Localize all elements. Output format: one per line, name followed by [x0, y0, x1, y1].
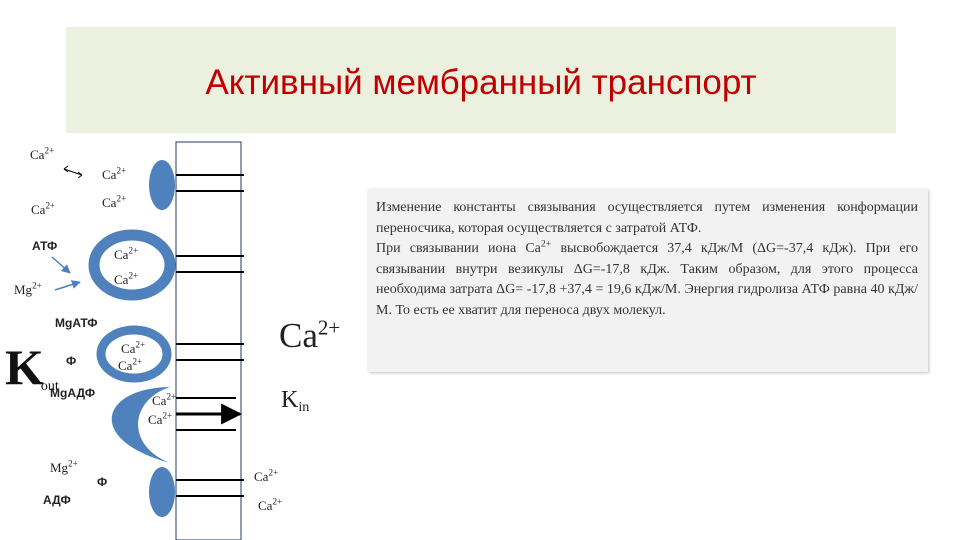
info-text: [368, 189, 928, 321]
ca-ion-label: $Ca^{2+}$: [102, 165, 127, 182]
ca-ion-label: $Ca^{2+}$: [114, 270, 139, 287]
mg-label: $Mg^{2+}$: [14, 280, 42, 297]
ca-ion-label: $Ca^{2+}$: [31, 200, 56, 217]
info-panel: [368, 189, 928, 372]
ca-inside-big-label: $Ca^{2+}$: [279, 315, 341, 355]
mg-label: $Mg^{2+}$: [50, 458, 78, 475]
carrier-bottom: [149, 467, 175, 517]
mg-arrow: [55, 282, 80, 290]
ca-ion-label: $Ca^{2+}$: [152, 391, 177, 408]
ca-ion-label: $Ca^{2+}$: [102, 193, 127, 210]
phosphate-label: Ф: [66, 354, 77, 368]
atf-label: АТФ: [32, 239, 58, 253]
info-paragraph-2: При связывании иона $Ca^{2+}$ высвобождается 37,4 кДж/М (ΔG=-37,4 кДж). При его связывании внутри везикулы ΔG=-17,8 кДж. Таким образом, для этого процесса необходима затрата ΔG= -17,8 +37,4 = 19,6 кДж/М. Энергия гидролиза АТФ равна 40 кДж/М. То есть ее хватит для переноса двух молекул.: [376, 238, 918, 318]
k-in-label: Kin: [281, 387, 310, 415]
ca-ion-label: $Ca^{2+}$: [121, 339, 146, 356]
ca-ion-label: $Ca^{2+}$: [118, 356, 143, 373]
carrier-ring-1: [94, 235, 170, 295]
adf-label: АДФ: [43, 493, 71, 507]
ca-ion-label: $Ca^{2+}$: [254, 467, 279, 484]
ca-ion-label: $Ca^{2+}$: [30, 145, 55, 162]
mgatf-label: MgАТФ: [55, 316, 98, 330]
phosphate-label: Ф: [97, 475, 108, 489]
ca-ion-label: $Ca^{2+}$: [258, 496, 283, 513]
mgadf-label: MgАДФ: [50, 386, 96, 400]
atf-arrow: [52, 257, 70, 273]
slide-title: Активный мембранный транспорт: [205, 63, 757, 102]
ca-ion-label: $Ca^{2+}$: [114, 245, 139, 262]
ca-ion-label: $Ca^{2+}$: [148, 410, 173, 427]
carrier-top: [149, 160, 175, 210]
info-paragraph-1: Изменение константы связывания осуществляется путем изменения конформации переносчика, которая осуществляется с затратой АТФ.: [376, 200, 918, 236]
equilibrium-arrow: [64, 169, 82, 175]
k-out-label: Kout: [5, 339, 59, 395]
